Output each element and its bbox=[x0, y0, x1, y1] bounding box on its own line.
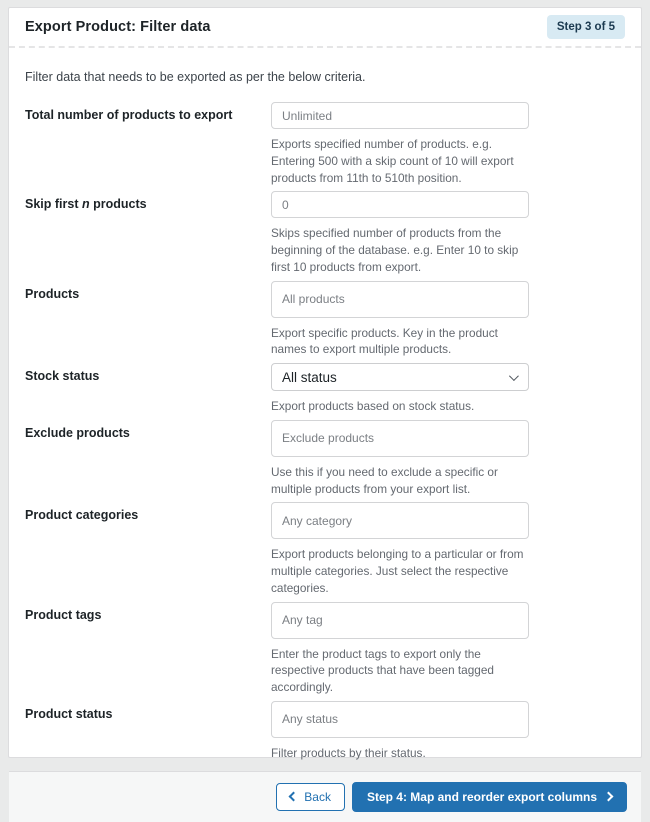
row-products bbox=[25, 281, 625, 359]
next-step-button[interactable]: Step 4: Map and reorder export columns bbox=[352, 782, 627, 812]
filter-form bbox=[9, 48, 641, 771]
total-products-input[interactable] bbox=[271, 102, 529, 129]
chevron-left-icon bbox=[289, 792, 299, 802]
products-input[interactable] bbox=[271, 281, 529, 318]
stock-status-help: Export products based on stock status. bbox=[271, 399, 475, 413]
chevron-down-icon bbox=[509, 371, 519, 381]
product-status-help: Filter products by their status. bbox=[271, 745, 426, 760]
exclude-products-help: Use this if you need to exclude a specific or multiple products from your export list. bbox=[271, 464, 498, 496]
product-tags-label: Product tags bbox=[25, 607, 102, 622]
total-products-label: Total number of products to export bbox=[25, 108, 233, 122]
product-categories-label: Product categories bbox=[25, 508, 139, 523]
export-wizard-card bbox=[8, 7, 642, 804]
stock-status-label: Stock status bbox=[25, 369, 100, 383]
exclude-products-input[interactable] bbox=[271, 420, 529, 457]
product-categories-input[interactable] bbox=[271, 502, 529, 539]
total-products-help: Exports specified number of products. e.g. Entering 500 with a skip count of 10 will export products from 11th to 510th position. bbox=[271, 137, 514, 185]
back-button[interactable]: Back bbox=[276, 783, 345, 811]
row-product-categories bbox=[25, 502, 625, 596]
row-product-tags bbox=[25, 602, 625, 696]
row-exclude-products bbox=[25, 420, 625, 498]
product-status-label: Product status bbox=[25, 706, 113, 721]
intro-text: Filter data that needs to be exported as per the below criteria. bbox=[25, 70, 366, 84]
chevron-right-icon bbox=[604, 792, 614, 802]
skip-products-help: Skips specified number of products from the beginning of the database. e.g. Enter 10 to skip first 10 products from export. bbox=[271, 226, 519, 274]
products-help: Export specific products. Key in the product names to export multiple products. bbox=[271, 325, 498, 357]
product-tags-help: Enter the product tags to export only the respective products that have been tagged accordingly. bbox=[271, 646, 494, 694]
products-label: Products bbox=[25, 286, 80, 301]
row-total-products bbox=[25, 102, 625, 186]
skip-products-input[interactable] bbox=[271, 191, 529, 218]
page-title: Export Product: Filter data bbox=[25, 19, 211, 35]
product-tags-input[interactable] bbox=[271, 602, 529, 639]
stock-status-selected-value: All status bbox=[282, 369, 337, 385]
exclude-products-label: Exclude products bbox=[25, 425, 130, 440]
skip-products-label: Skip first n products bbox=[25, 197, 147, 212]
stock-status-select[interactable] bbox=[271, 363, 529, 391]
row-skip-products bbox=[25, 191, 625, 275]
wizard-footer bbox=[9, 771, 641, 822]
product-status-input[interactable] bbox=[271, 701, 529, 738]
card-header bbox=[9, 8, 641, 48]
row-stock-status bbox=[25, 363, 625, 415]
row-product-status bbox=[25, 701, 625, 762]
step-badge: Step 3 of 5 bbox=[547, 15, 625, 39]
product-categories-help: Export products belonging to a particular or from multiple categories. Just select the respective categories. bbox=[271, 547, 524, 595]
